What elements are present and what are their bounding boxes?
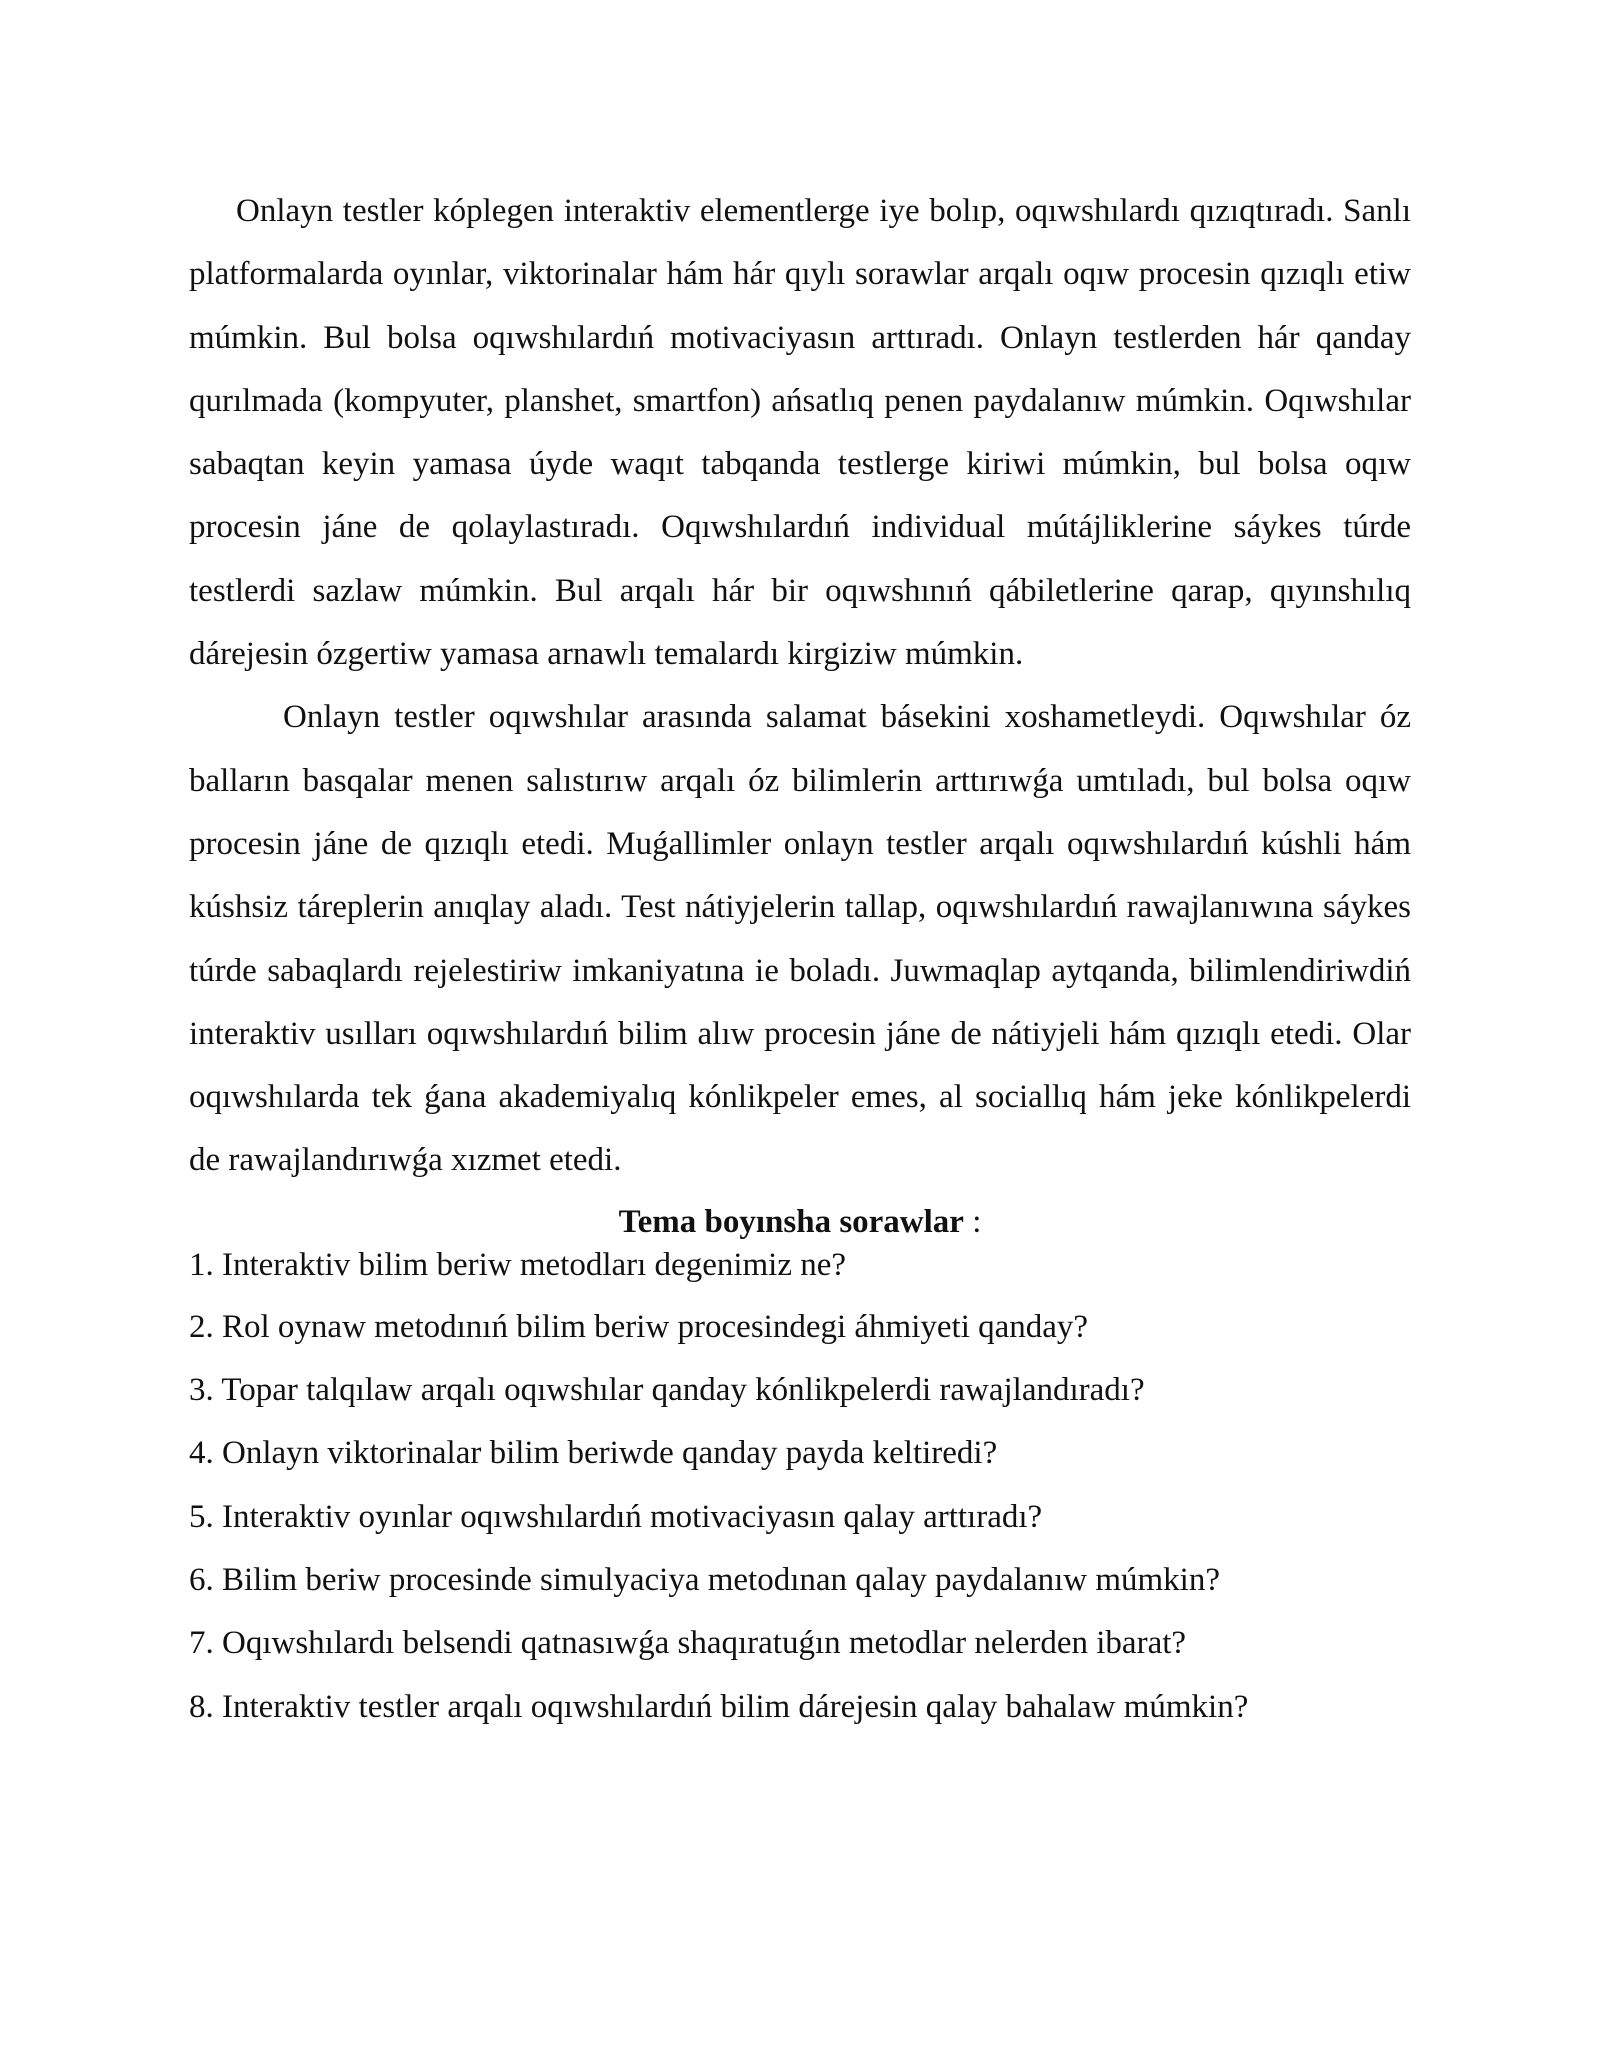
question-item: 7. Oqıwshılardı belsendi qatnasıwǵa shaqıratuǵın metodlar nelerden ibarat?: [189, 1625, 1187, 1662]
question-item: 5. Interaktiv oyınlar oqıwshılardıń motivaciyasın qalay arttıradı?: [189, 1498, 1043, 1535]
questions-heading: [189, 1193, 1411, 1247]
questions-heading-suffix: :: [963, 1203, 982, 1240]
questions-list: [189, 1247, 1411, 1739]
question-item: 4. Onlayn viktorinalar bilim beriwde qanday payda keltiredi?: [189, 1435, 998, 1472]
question-item: 6. Bilim beriw procesinde simulyaciya metodınan qalay paydalanıw múmkin?: [189, 1561, 1220, 1598]
document-page: [189, 180, 1411, 1739]
question-item: 3. Topar talqılaw arqalı oqıwshılar qanday kónlikpelerdi rawajlandıradı?: [189, 1372, 1145, 1409]
paragraph-competition: Onlayn testler oqıwshılar arasında salamat básekini xoshametleydi. Oqıwshılar óz balların basqalar menen salıstırıw arqalı óz bilimlerin arttırıwǵa umtıladı, bul bolsa oqıw procesin jáne de qızıqlı etedi. Muǵallimler onlayn testler arqalı oqıwshılardıń kúshli hám kúshsiz táreplerin anıqlay aladı. Test nátiyjelerin tallap, oqıwshılardıń rawajlanıwına sáykes túrde sabaqlardı rejelestiriw imkaniyatına ie boladı. Juwmaqlap aytqanda, bilimlendiriwdiń interaktiv usılları oqıwshılardıń bilim alıw procesin jáne de nátiyjeli hám qızıqlı etedi. Olar oqıwshılarda tek ǵana akademiyalıq kónlikpeler emes, al sociallıq hám jeke kónlikpelerdi de rawajlandırıwǵa xızmet etedi.: [189, 699, 1411, 1179]
question-item: 1. Interaktiv bilim beriw metodları degenimiz ne?: [189, 1246, 847, 1283]
question-item: 2. Rol oynaw metodınıń bilim beriw procesindegi áhmiyeti qanday?: [189, 1308, 1089, 1345]
paragraph-online-tests: Onlayn testler kóplegen interaktiv elementlerge iye bolıp, oqıwshılardı qızıqtıradı. Sanlı platformalarda oyınlar, viktorinalar hám hár qıylı sorawlar arqalı oqıw procesin qızıqlı etiw múmkin. Bul bolsa oqıwshılardıń motivaciyasın arttıradı. Onlayn testlerden hár qanday qurılmada (kompyuter, planshet, smartfon) ańsatlıq penen paydalanıw múmkin. Oqıwshılar sabaqtan keyin yamasa úyde waqıt tabqanda testlerge kiriwi múmkin, bul bolsa oqıw procesin jáne de qolaylastıradı. Oqıwshılardıń individual mútájliklerine sáykes túrde testlerdi sazlaw múmkin. Bul arqalı hár bir oqıwshınıń qábiletlerine qarap, qıyınshılıq dárejesin ózgertiw yamasa arnawlı temalardı kirgiziw múmkin.: [189, 193, 1411, 673]
question-item: 8. Interaktiv testler arqalı oqıwshılardıń bilim dárejesin qalay bahalaw múmkin?: [189, 1688, 1249, 1725]
questions-heading-title: Tema boyınsha sorawlar: [618, 1203, 964, 1240]
